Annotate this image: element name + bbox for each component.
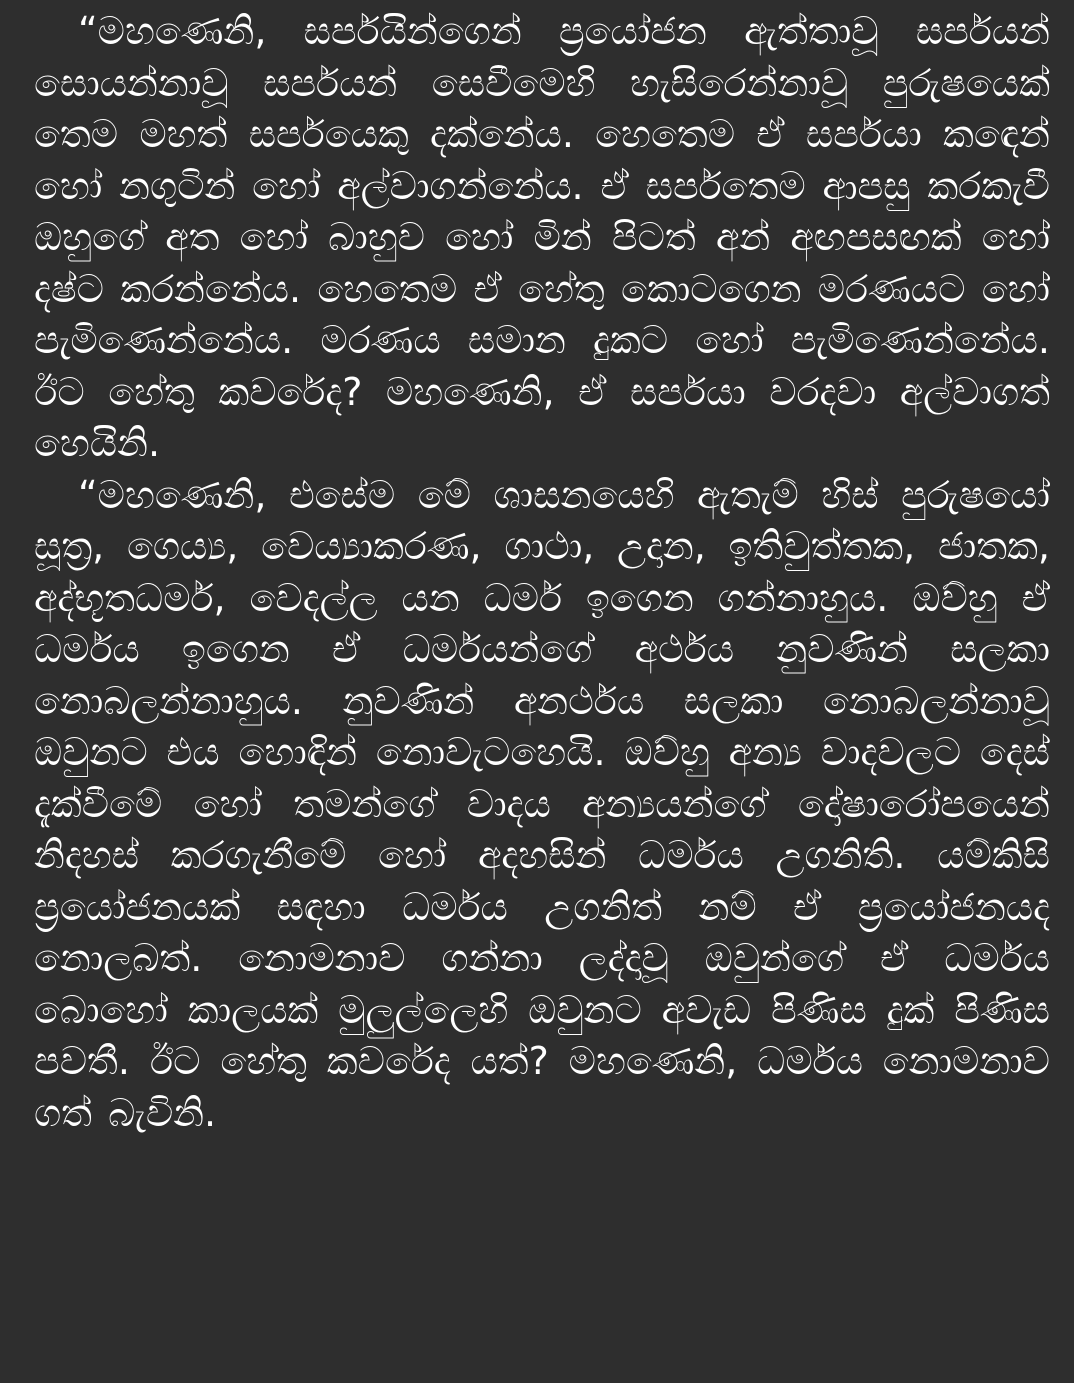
paragraph-dhamma-simile: “මහණෙනි, එසේම මේ ශාසනයෙහි ඇතැම් හිස් පුරුෂයෝ සූත්‍ර, ගෙය්‍ය, වෙය්‍යාකරණ, ගාථා, උදාන, ඉතිවුත්තක, ජාතක, අද්භූතධර්ම, වෙදල්ල යන ධර්ම ඉගෙන ගන්නාහුය. ඔව්හු ඒ ධර්මය ඉගෙන ඒ ධර්මයන්ගේ අර්ථය නුවණින් සලකා නොබලන්නාහුය. නුවණින් අනර්ථය සලකා නොබලන්නාවූ ඔවුනට එය හොඳින් නොවැටහෙයි. ඔව්හු අන්‍ය වාදවලට දෙස් දැක්වීමේ හෝ තමන්ගේ වාදය අන්‍යයන්ගේ දෝෂාරෝපයෙන් නිදහස් කරගැනීමේ හෝ අදහසින් ධර්මය උගනිති. යම්කිසි ප්‍රයෝජනයක් සඳහා ධර්මය උගනිත් නම් ඒ ප්‍රයෝජනයද නොලබත්. නොමනාව ගන්නා ලද්දාවූ ඔවුන්ගේ ඒ ධර්මය බොහෝ කාලයක් මුලුල්ලෙහි ඔවුනට අවැඩ පිණිස දුක් පිණිස පවතී. ඊට හේතු කවරේද යත්? මහණෙනි, ධර්මය නොමනාව ගත් බැවිනි. — [34, 472, 1050, 1135]
paragraph-snake-simile: “මහණෙනි, සර්පයින්ගෙන් ප්‍රයෝජන ඇත්තාවූ සර්පයන් සොයන්නාවූ සර්පයන් සෙවීමෙහි හැසිරෙන්නාවූ පුරුෂයෙක් තෙම මහත් සර්පයෙකු දක්නේය. හෙතෙම ඒ සර්පයා කඳෙන් හෝ නගුටින් හෝ අල්වාගන්නේය. ඒ සර්පතෙම ආපසු කරකැවී ඔහුගේ අත හෝ බාහුව හෝ මින් පිටත් අන් අඟපසඟක් හෝ දෂ්ට කරන්නේය. හෙතෙම ඒ හේතු කොටගෙන මරණයට හෝ පැමිණෙන්නේය. මරණය සමාන දුකට හෝ පැමිණෙන්නේය. ඊට හේතු කවරේද? මහණෙනි, ඒ සර්පයා වරදවා අල්වාගත් හෙයිනි. — [34, 9, 1050, 465]
